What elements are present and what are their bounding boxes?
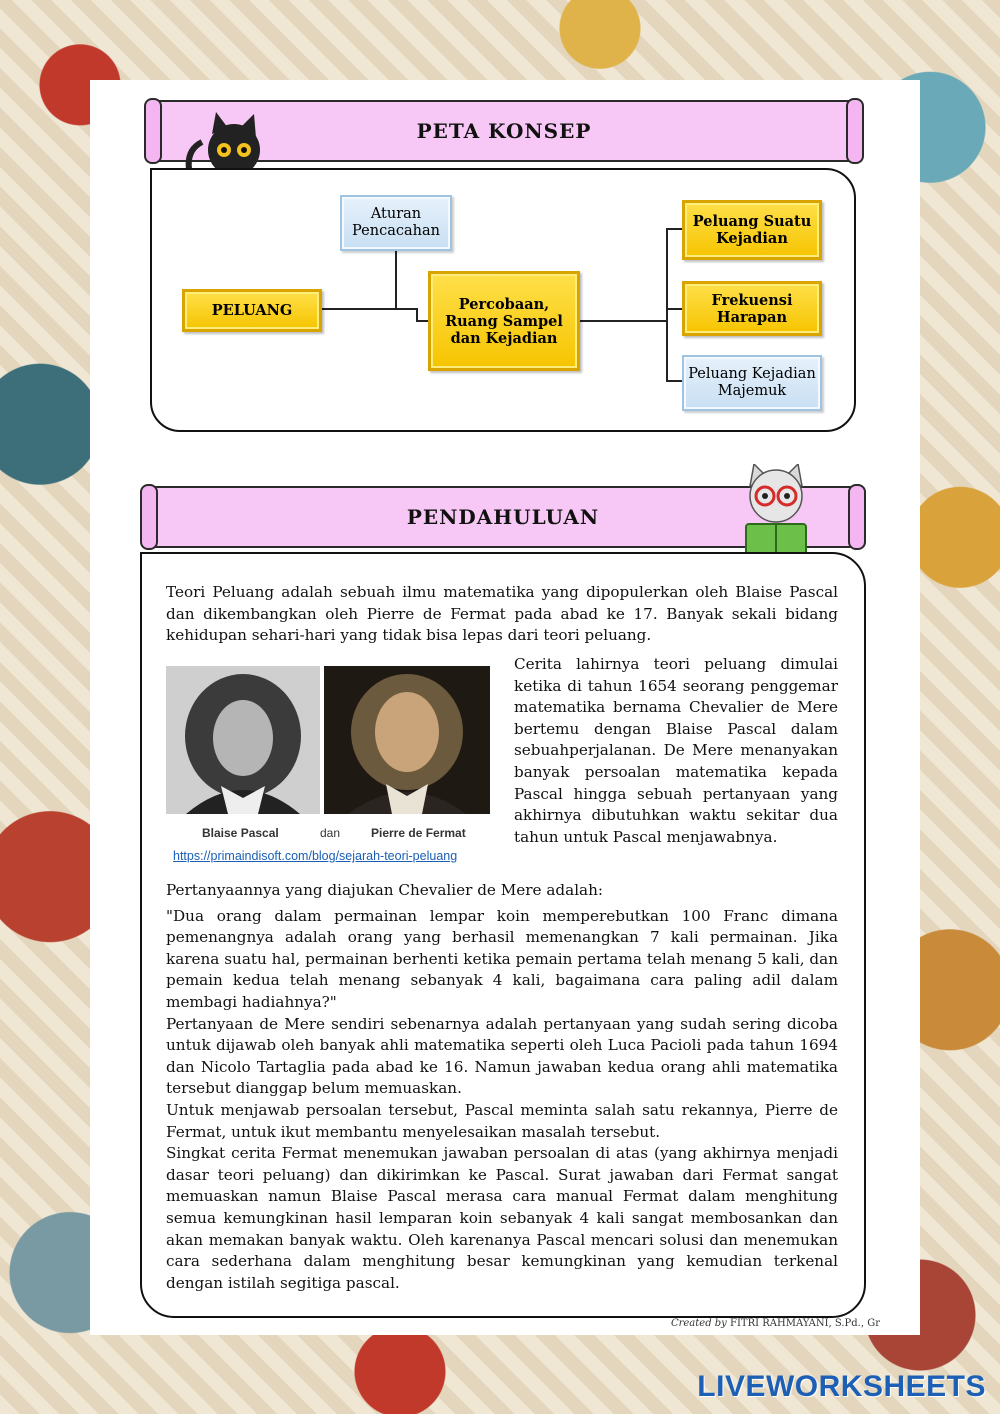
- intro-title: PENDAHULUAN: [406, 505, 600, 529]
- caption-pascal: Blaise Pascal: [202, 826, 279, 840]
- node-frekuensi-label: Frekuensi Harapan: [711, 291, 793, 326]
- created-by-label: Created by: [670, 1318, 727, 1329]
- intro-paragraph-4: Pertanyaan de Mere sendiri sebenarnya adalah pertanyaan yang sudah sering dicoba untuk dijawab oleh banyak ahli matematika seperti oleh Luca Pacioli pada tahun 1694 dan Nicolo Tartaglia pada abad ke 16. Namun jawaban kedua orang ahli matematika tersebut dianggap belum memuaskan.: [166, 1014, 838, 1098]
- author-name: FITRI RAHMAYANI, S.Pd., Gr: [730, 1318, 880, 1329]
- author-credit: [671, 1318, 880, 1329]
- pierre-de-fermat-portrait: [324, 666, 490, 814]
- node-peluang-suatu-kejadian: [682, 200, 822, 260]
- pascal-fermat-image: [166, 666, 492, 862]
- intro-paragraph-1: Teori Peluang adalah sebuah ilmu matematika yang dipopulerkan oleh Blaise Pascal dan dikembangkan oleh Pierre de Fermat pada abad ke 17. Banyak sekali bidang kehidupan sehari-hari yang tidak bisa lepas dari teori peluang.: [166, 583, 838, 645]
- node-percobaan-label: Percobaan, Ruang Sampel dan Kejadian: [445, 295, 563, 347]
- reading-cat-icon: [736, 464, 816, 564]
- question-intro: Pertanyaannya yang diajukan Chevalier de Mere adalah:: [166, 881, 604, 899]
- node-suatu-kejadian-label: Peluang Suatu Kejadian: [692, 213, 812, 247]
- node-percobaan: [428, 271, 580, 371]
- node-aturan-pencacahan: [340, 195, 452, 251]
- de-mere-question: "Dua orang dalam permainan lempar koin memperebutkan 100 Franc dimana pemenangnya adalah orang yang berhasil memenangkan 7 kali permainan. Jika karena suatu hal, permainan berhenti ketika pemain pertama telah menang 5 kali, dan pemain kedua telah menang sebanyak 4 kali, bagaimana cara paling adil dalam membagi hadiahnya?": [166, 906, 838, 1011]
- liveworksheets-logo[interactable]: [697, 1370, 986, 1404]
- node-peluang-label: PELUANG: [211, 302, 293, 319]
- source-link[interactable]: https://primaindisoft.com/blog/sejarah-teori-peluang: [173, 849, 458, 863]
- node-peluang-kejadian-majemuk: [682, 355, 822, 411]
- brand-text: LIVEWORKSHEETS: [697, 1370, 986, 1403]
- blaise-pascal-portrait: [166, 666, 320, 814]
- worksheet-page: [90, 80, 920, 1335]
- node-frekuensi-harapan: [682, 281, 822, 336]
- node-aturan-label: Aturan Pencacahan: [352, 206, 440, 239]
- node-peluang: [182, 289, 322, 332]
- node-majemuk-label: Peluang Kejadian Majemuk: [688, 366, 816, 399]
- caption-dan: dan: [320, 826, 341, 840]
- intro-paragraph-5: Untuk menjawab persoalan tersebut, Pascal meminta salah satu rekannya, Pierre de Fermat, untuk ikut membantu menyelesaikan masalah tersebut.: [166, 1100, 838, 1141]
- intro-paragraph-2: Cerita lahirnya teori peluang dimulai ketika di tahun 1654 seorang penggemar matematika bernama Chevalier de Mere bertemu dengan Blaise Pascal dalam sebuahperjalanan. De Mere menanyakan banyak persoalan matematika kepada Pascal hingga sebuah pertanyaan yang akhirnya dibutuhkan waktu sekitar dua tahun untuk Pascal menjawabnya.: [514, 655, 838, 846]
- caption-fermat: Pierre de Fermat: [371, 826, 466, 840]
- intro-paragraph-6: Singkat cerita Fermat menemukan jawaban persoalan di atas (yang akhirnya menjadi dasar teori peluang) dan dikirimkan ke Pascal. Surat jawaban dari Fermat sangat memuaskan namun Blaise Pascal merasa cara manual Fermat dalam menghitung semua kemungkinan hasil lemparan koin sebanyak 4 kali sangat membosankan dan akan memakan banyak waktu. Oleh karenanya Pascal mencari solusi dan menemukan cara sederhana dalam menghitung besar kemungkinan yang kemudian terkenal dengan istilah segitiga pascal.: [166, 1144, 838, 1292]
- intro-body: [166, 880, 838, 1294]
- concept-map-title: PETA KONSEP: [416, 119, 592, 143]
